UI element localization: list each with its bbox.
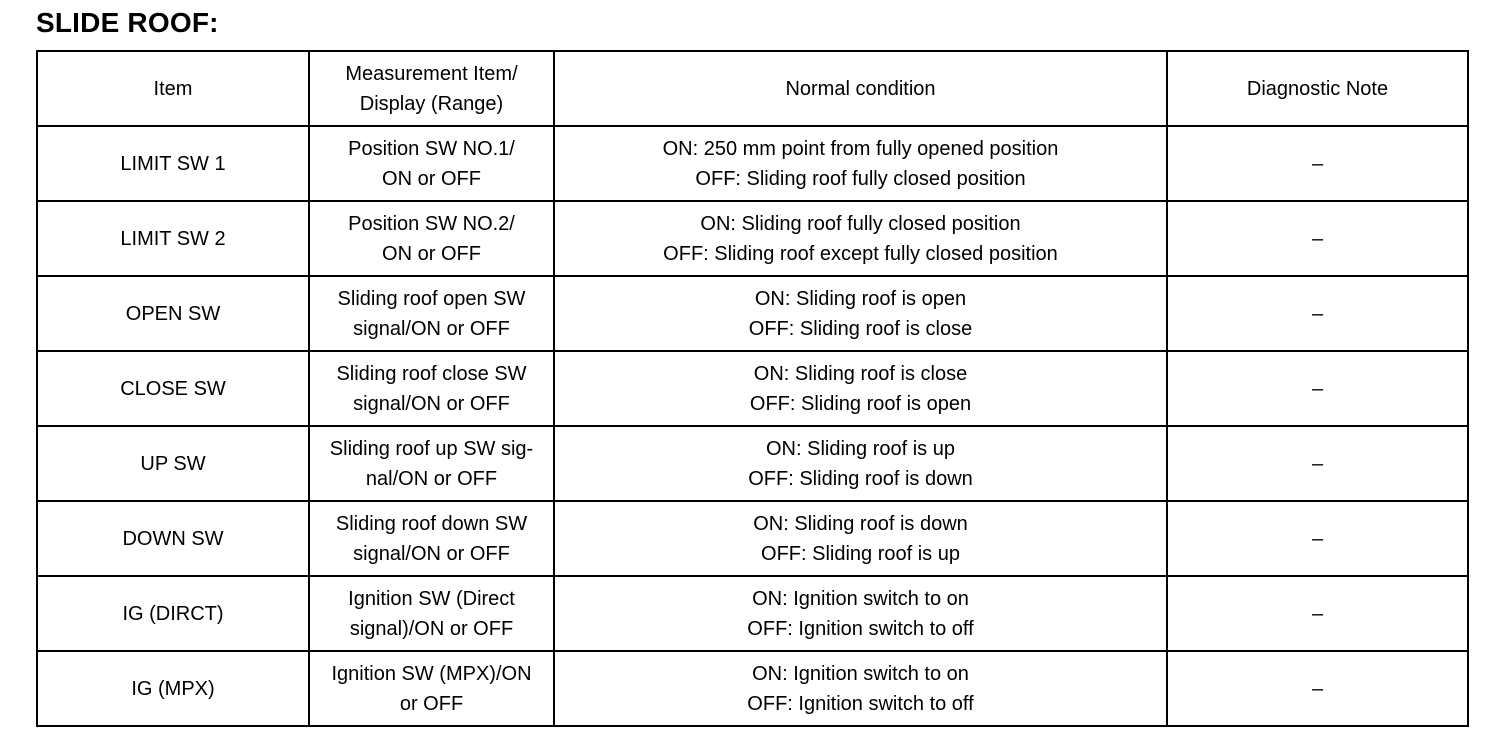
header-measurement-line-2: Display (Range) <box>359 92 504 115</box>
cell-item: DOWN SW <box>37 501 309 576</box>
cell-normal-off: OFF: Ignition switch to off <box>747 617 974 640</box>
table-row <box>37 351 1468 426</box>
cell-diagnostic-note: – <box>1167 501 1468 576</box>
cell-item: CLOSE SW <box>37 351 309 426</box>
header-diagnostic-note: Diagnostic Note <box>1167 51 1468 126</box>
cell-normal-condition <box>554 501 1167 576</box>
cell-measurement-line-1: Ignition SW (MPX)/ON <box>331 662 532 685</box>
cell-normal-condition <box>554 201 1167 276</box>
cell-diagnostic-note: – <box>1167 276 1468 351</box>
cell-normal-off: OFF: Sliding roof except fully closed position <box>663 242 1058 265</box>
cell-measurement-line-2: or OFF <box>399 692 464 715</box>
cell-measurement-line-1: Sliding roof up SW sig- <box>329 437 534 460</box>
cell-diagnostic-note: – <box>1167 201 1468 276</box>
cell-diagnostic-note: – <box>1167 576 1468 651</box>
cell-normal-on: ON: Ignition switch to on <box>752 662 969 685</box>
table-row <box>37 426 1468 501</box>
cell-diagnostic-note: – <box>1167 426 1468 501</box>
cell-normal-on: ON: Sliding roof is down <box>753 512 968 535</box>
cell-measurement-line-2: signal/ON or OFF <box>353 542 510 565</box>
cell-diagnostic-note: – <box>1167 651 1468 726</box>
cell-measurement-line-2: ON or OFF <box>382 242 481 265</box>
cell-item: OPEN SW <box>37 276 309 351</box>
table-row <box>37 651 1468 726</box>
cell-measurement-line-2: signal/ON or OFF <box>353 392 510 415</box>
cell-measurement <box>309 651 554 726</box>
cell-normal-condition <box>554 126 1167 201</box>
header-measurement-item <box>309 51 554 126</box>
table-header-row <box>37 51 1468 126</box>
cell-item: LIMIT SW 1 <box>37 126 309 201</box>
table-row <box>37 276 1468 351</box>
cell-normal-off: OFF: Sliding roof is open <box>749 392 972 415</box>
cell-measurement-line-1: Sliding roof close SW <box>336 362 527 385</box>
cell-measurement-line-2: signal/ON or OFF <box>353 317 510 340</box>
cell-measurement <box>309 276 554 351</box>
header-normal-condition: Normal condition <box>554 51 1167 126</box>
cell-measurement <box>309 576 554 651</box>
cell-normal-on: ON: Sliding roof is open <box>754 287 967 310</box>
cell-normal-off: OFF: Sliding roof is down <box>748 467 973 490</box>
cell-measurement <box>309 201 554 276</box>
cell-diagnostic-note: – <box>1167 351 1468 426</box>
cell-measurement <box>309 501 554 576</box>
cell-normal-off: OFF: Sliding roof fully closed position <box>695 167 1026 190</box>
cell-item: LIMIT SW 2 <box>37 201 309 276</box>
cell-measurement <box>309 426 554 501</box>
table-row <box>37 126 1468 201</box>
cell-normal-on: ON: Sliding roof is up <box>766 437 955 460</box>
table-row <box>37 201 1468 276</box>
cell-measurement-line-1: Sliding roof down SW <box>335 512 528 535</box>
table-row <box>37 576 1468 651</box>
cell-item: IG (DIRCT) <box>37 576 309 651</box>
cell-normal-on: ON: Sliding roof is close <box>753 362 968 385</box>
cell-normal-on: ON: Sliding roof fully closed position <box>700 212 1021 235</box>
cell-diagnostic-note: – <box>1167 126 1468 201</box>
cell-normal-off: OFF: Sliding roof is up <box>761 542 960 565</box>
cell-normal-off: OFF: Ignition switch to off <box>747 692 974 715</box>
cell-normal-condition <box>554 276 1167 351</box>
data-list-table <box>36 50 1469 727</box>
cell-measurement-line-1: Ignition SW (Direct <box>348 587 515 610</box>
page-title: SLIDE ROOF: <box>36 7 219 38</box>
cell-item: UP SW <box>37 426 309 501</box>
table-row <box>37 501 1468 576</box>
header-item: Item <box>37 51 309 126</box>
cell-measurement <box>309 126 554 201</box>
cell-item: IG (MPX) <box>37 651 309 726</box>
cell-normal-on: ON: Ignition switch to on <box>752 587 969 610</box>
cell-measurement-line-1: Sliding roof open SW <box>337 287 526 310</box>
cell-normal-off: OFF: Sliding roof is close <box>748 317 973 340</box>
cell-normal-condition <box>554 426 1167 501</box>
cell-measurement <box>309 351 554 426</box>
header-measurement-line-1: Measurement Item/ <box>345 62 518 85</box>
cell-normal-condition <box>554 576 1167 651</box>
cell-measurement-line-1: Position SW NO.2/ <box>348 212 515 235</box>
cell-normal-condition <box>554 351 1167 426</box>
cell-normal-condition <box>554 651 1167 726</box>
cell-measurement-line-1: Position SW NO.1/ <box>348 137 515 160</box>
cell-normal-on: ON: 250 mm point from fully opened position <box>662 137 1059 160</box>
cell-measurement-line-2: ON or OFF <box>382 167 481 190</box>
cell-measurement-line-2: nal/ON or OFF <box>365 467 498 490</box>
cell-measurement-line-2: signal)/ON or OFF <box>349 617 514 640</box>
